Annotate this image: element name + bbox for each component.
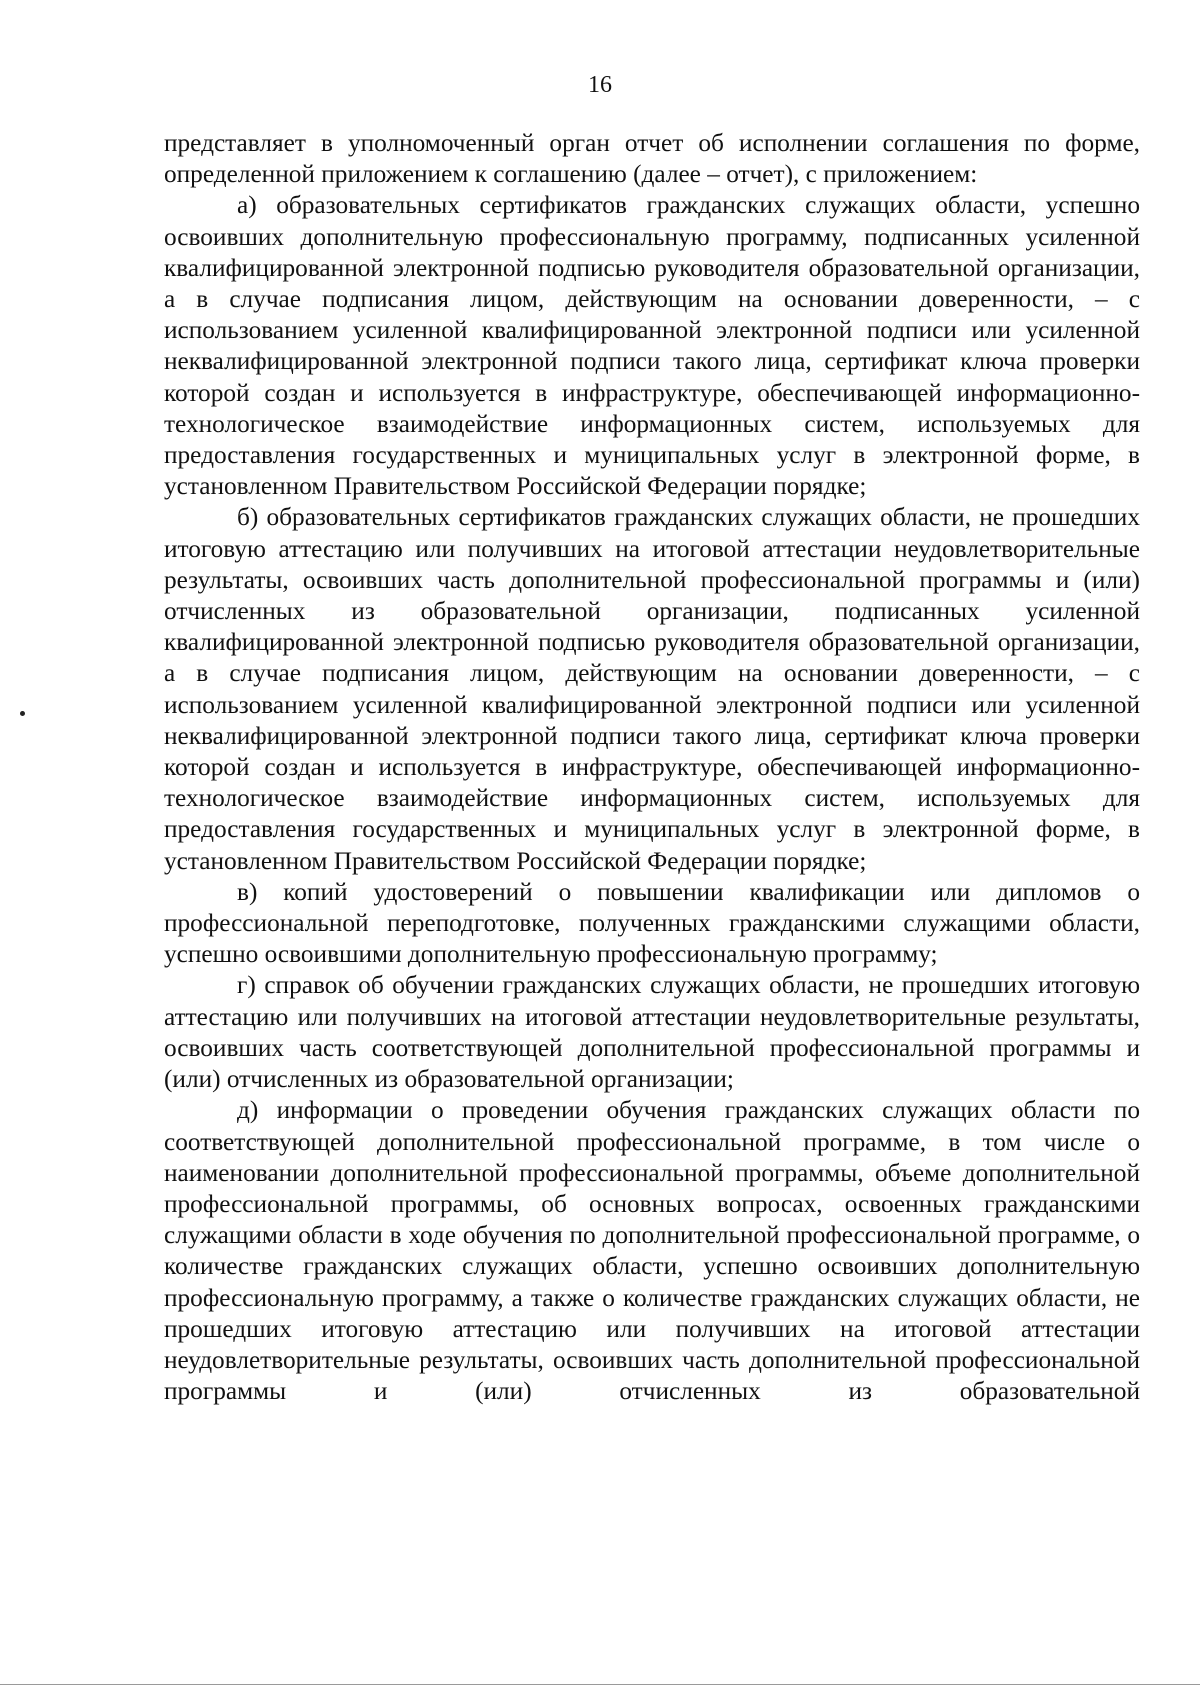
scan-bottom-line <box>0 1684 1200 1685</box>
scan-artifact-dot <box>20 711 25 716</box>
paragraph-item-g: г) справок об обучении гражданских служащих области, не прошедших итоговую аттестацию или получивших на итоговой аттестации неудовлетворительные результаты, освоивших часть соответствующей дополнительной профессиональной программы и (или) отчисленных из образовательной организации; <box>164 971 1140 1094</box>
document-body <box>164 128 1140 1407</box>
paragraph-item-b: б) образовательных сертификатов гражданских служащих области, не прошедших итоговую аттестацию или получивших на итоговой аттестации неудовлетворительные результаты, освоивших часть дополнительной профессиональной программы и (или) отчисленных из образовательной организации, подписанных усиленной квалифицированной электронной подписью руководителя образовательной организации, а в случае подписания лицом, действующим на основании доверенности, – с использованием усиленной квалифицированной электронной подписи или усиленной неквалифицированной электронной подписи такого лица, сертификат ключа проверки которой создан и используется в инфраструктуре, обеспечивающей информационно-технологическое взаимодействие информационных систем, используемых для предоставления государственных и муниципальных услуг в электронной форме, в установленном Правительством Российской Федерации порядке; <box>164 503 1140 875</box>
page-number: 16 <box>588 72 612 98</box>
paragraph-item-a: а) образовательных сертификатов гражданских служащих области, успешно освоивших дополнительную профессиональную программу, подписанных усиленной квалифицированной электронной подписью руководителя образовательной организации, а в случае подписания лицом, действующим на основании доверенности, – с использованием усиленной квалифицированной электронной подписи или усиленной неквалифицированной электронной подписи такого лица, сертификат ключа проверки которой создан и используется в инфраструктуре, обеспечивающей информационно-технологическое взаимодействие информационных систем, используемых для предоставления государственных и муниципальных услуг в электронной форме, в установленном Правительством Российской Федерации порядке; <box>164 191 1140 501</box>
paragraph-item-d: д) информации о проведении обучения гражданских служащих области по соответствующей дополнительной профессиональной программе, в том числе о наименовании дополнительной профессиональной программы, объеме дополнительной профессиональной программы, об основных вопросах, освоенных гражданскими служащими области в ходе обучения по дополнительной профессиональной программе, о количестве гражданских служащих области, успешно освоивших дополнительную профессиональную программу, а также о количестве гражданских служащих области, не прошедших итоговую аттестацию или получивших на итоговой аттестации неудовлетворительные результаты, освоивших часть дополнительной профессиональной программы и (или) отчисленных из образовательной <box>164 1096 1140 1406</box>
paragraph-intro: представляет в уполномоченный орган отчет об исполнении соглашения по форме, определенной приложением к соглашению (далее – отчет), с приложением: <box>164 129 1140 189</box>
paragraph-item-v: в) копий удостоверений о повышении квалификации или дипломов о профессиональной переподготовке, полученных гражданскими служащими области, успешно освоившими дополнительную профессиональную программу; <box>164 877 1140 969</box>
